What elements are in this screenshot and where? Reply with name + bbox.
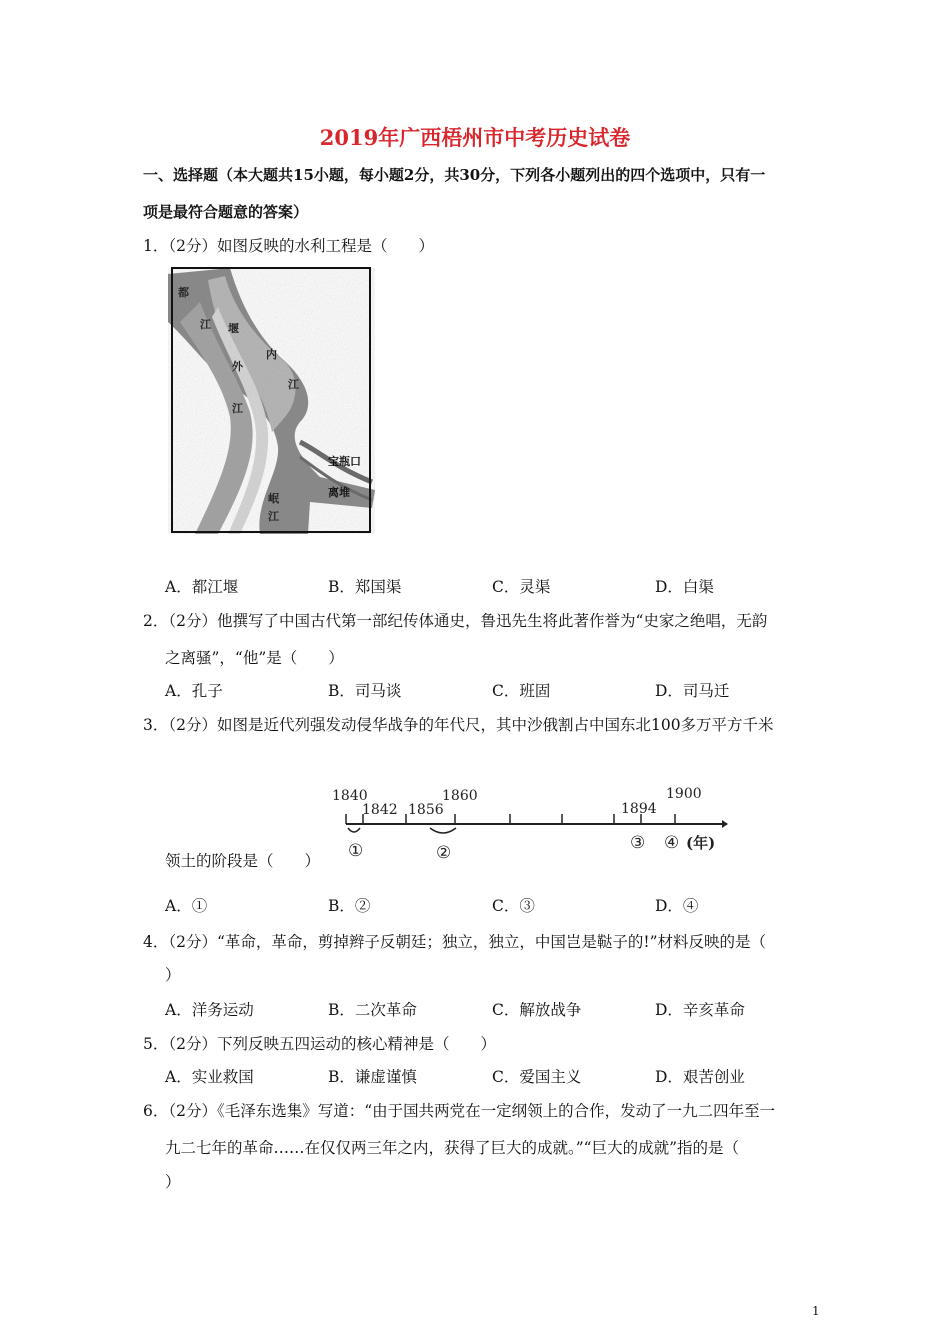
q5-option-b[interactable]: B．谦虚谨慎 [328,1068,417,1086]
timeline-year-1840: 1840 [332,788,368,804]
question-3-text-line1: 3．（2分）如图是近代列强发动侵华战争的年代尺，其中沙俄割占中国东北100多万平方千米 [143,716,774,734]
q1-option-b[interactable]: B．郑国渠 [328,578,402,596]
q4-option-b[interactable]: B．二次革命 [328,1001,417,1019]
question-6-text-line1: 6．（2分）《毛泽东选集》写道：“由于国共两党在一定纲领上的合作，发动了一九二四年至一 [143,1102,776,1120]
q5-option-c[interactable]: C．爱国主义 [492,1068,582,1086]
q3-option-a[interactable]: A．① [165,897,208,915]
timeline-year-1860: 1860 [442,788,478,804]
q5-option-d[interactable]: D．艰苦创业 [655,1068,745,1086]
timeline-year-1856: 1856 [408,802,444,818]
q3-option-b[interactable]: B．② [328,897,371,915]
map-label-baopingkou: 宝瓶口 [328,455,361,468]
timeline-marker-4: ④ [664,833,680,853]
q5-option-a[interactable]: A．实业救国 [165,1068,254,1086]
q2-option-c[interactable]: C．班固 [492,682,551,700]
q1-option-d[interactable]: D．白渠 [655,578,714,596]
q3-option-d[interactable]: D．④ [655,897,699,915]
q4-option-a[interactable]: A．洋务运动 [165,1001,254,1019]
map-label: 内 [266,348,277,361]
timeline-year-1894: 1894 [621,801,657,817]
q2-option-a[interactable]: A．孔子 [165,682,223,700]
map-label: 岷 [268,492,279,505]
q1-option-c[interactable]: C．灵渠 [492,578,551,596]
question-3-text-line2: 领土的阶段是（ ） [165,852,321,870]
question-6-text-line2: 九二七年的革命……在仅仅两三年之内，获得了巨大的成就。”“巨大的成就”指的是（ [165,1139,740,1157]
map-label: 江 [268,510,279,523]
q4-option-c[interactable]: C．解放战争 [492,1001,582,1019]
map-label: 都 [178,286,189,299]
q4-option-d[interactable]: D．辛亥革命 [655,1001,745,1019]
map-label: 堰 [228,322,239,335]
q3-option-c[interactable]: C．③ [492,897,535,915]
question-6-text-line3: ） [165,1173,181,1191]
map-label-lidui: 离堆 [328,486,350,499]
question-2-text-line1: 2．（2分）他撰写了中国古代第一部纪传体通史，鲁迅先生将此著作誉为“史家之绝唱，无韵 [143,612,768,630]
map-label: 江 [200,318,211,331]
map-label: 外 [232,360,243,373]
question-2-text-line2: 之离骚”，“他”是（ ） [165,649,344,667]
map-label: 江 [288,378,299,391]
page-title: 2019年广西梧州市中考历史试卷 [319,125,631,150]
q1-option-a[interactable]: A．都江堰 [165,578,239,596]
q2-option-d[interactable]: D．司马迁 [655,682,730,700]
map-label: 江 [232,402,243,415]
question-4-text-line2: ） [165,966,181,984]
timeline-unit: (年) [686,834,716,852]
question-1-text: 1．（2分）如图反映的水利工程是（ ） [143,237,434,255]
dujiangyan-map-image [160,262,382,534]
timeline-year-1900: 1900 [666,786,702,802]
question-5-text: 5．（2分）下列反映五四运动的核心精神是（ ） [143,1035,496,1053]
q2-option-b[interactable]: B．司马谈 [328,682,402,700]
section-heading-line1: 一、选择题（本大题共15小题，每小题2分，共30分，下列各小题列出的四个选项中，只有一 [143,166,766,184]
page-number: 1 [812,1304,820,1318]
timeline-marker-3: ③ [630,833,646,853]
timeline-year-1842: 1842 [362,802,398,818]
timeline-marker-1: ① [348,841,364,861]
question-4-text-line1: 4．（2分）“革命，革命，剪掉辫子反朝廷；独立，独立，中国岂是鞑子的!”材料反映的是（ [143,933,767,951]
section-heading-line2: 项是最符合题意的答案） [143,203,309,221]
war-timeline-image [330,780,730,864]
timeline-marker-2: ② [436,843,452,863]
